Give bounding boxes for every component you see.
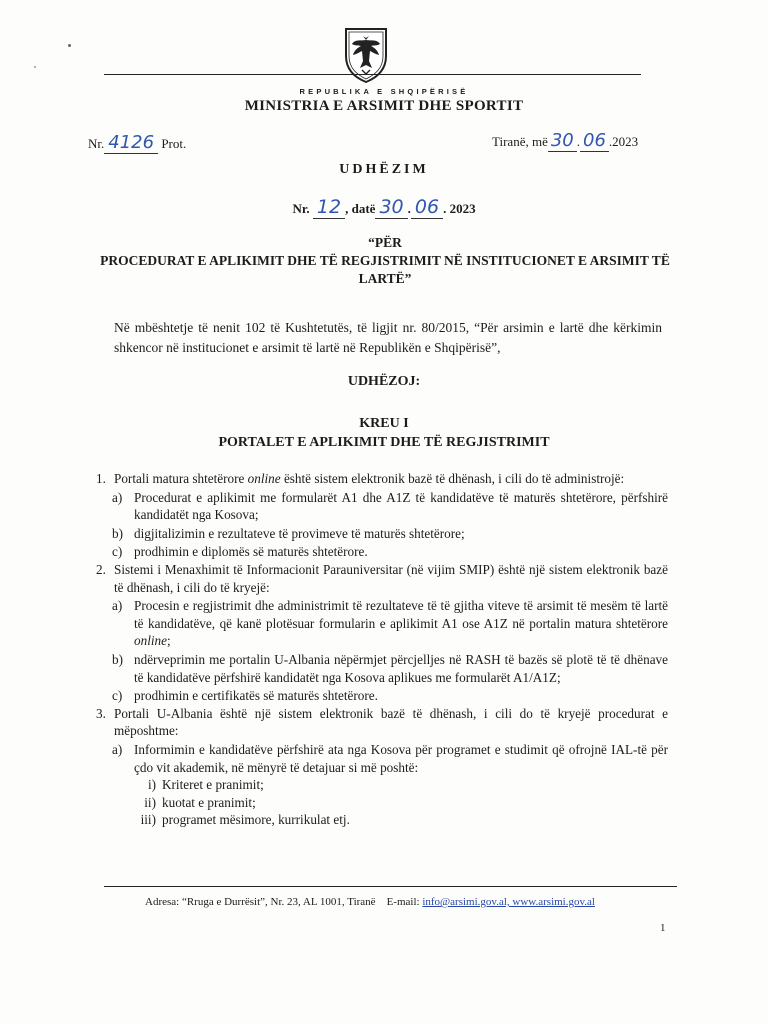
list-item [96,705,668,740]
coat-of-arms-emblem [343,26,389,84]
item-text: Sistemi i Menaxhimit të Informacionit Parauniversitar (në vijim SMIP) është një sistem elektronik bazë të dhënash, i cili do të kryejë: [114,561,668,595]
roman-text: kuotat e pranimit; [162,794,256,810]
instruction-date-label: , datë [345,201,376,216]
sub-item-label: b) [112,651,123,667]
instruction-title [90,234,680,288]
sub-item-text: ndërveprimin me portalin U-Albania nëpërmjet përcjelljes në RASH të bazës së plotë të të dhënave të kandidatëve përfshirë kandidatët nga Kosova aplikues me formularët A1/A1Z; [134,651,668,685]
document-type: UDHËZIM [339,162,429,177]
sub-item [112,489,668,524]
roman-label: iii) [140,812,156,828]
roman-sub-item [134,794,668,812]
sub-item-text: Procedurat e aplikimit me formularët A1 dhe A1Z të kandidatëve të maturës shtetërore, përfshirë kandidatët nga Kosova; [134,489,668,523]
sub-item [112,741,668,776]
item-text-part: Portali matura shtetërore [114,471,248,486]
list-item [96,561,668,596]
sub-item-text-part: ; [166,633,171,649]
item-text [114,470,668,488]
sub-item-text: prodhimin e certifikatës së maturës shtetërore. [134,688,378,704]
header-rule [104,74,641,75]
sub-item-label: a) [112,598,123,614]
handwritten-instruction-number: 12 [313,196,345,219]
chapter-number: KREU I [359,416,409,431]
chapter-title: PORTALET E APLIKIMIT DHE TË REGJISTRIMIT [218,435,550,450]
handwritten-instruction-month: 06 [411,196,443,219]
sub-item-text [134,597,668,650]
instruction-nr-label: Nr. [292,201,310,216]
roman-sub-item [134,776,668,794]
protocol-number [88,132,186,153]
sub-item [112,651,668,686]
footer-email-label: E-mail: [386,896,420,908]
item-number: 3. [96,705,106,721]
footer-rule [104,886,677,887]
page-number: 1 [660,922,666,934]
protocol-place: Tiranë, më [492,134,548,149]
instruction-number-line: Nr. 12 , datë 30 . 06 . 2023 [292,196,476,218]
sub-item-label: a) [112,489,123,505]
sub-item-text: Informimin e kandidatëve përfshirë ata nga Kosova për programet e studimit që ofrojnë IAL-të për çdo vit akademik, në mënyrë të detajuar si më poshtë: [134,741,668,775]
item-number: 2. [96,561,106,577]
handwritten-day: 30 [548,130,577,152]
preamble-paragraph: Në mbështetje të nenit 102 të Kushtetutës, të ligjit nr. 80/2015, “Për arsimin e lartë dhe kërkimin shkencor në institucionet e arsimit të lartë në Republikën e Shqipërisë”, [114,320,662,355]
scan-speck [34,66,36,68]
roman-label: i) [147,777,156,793]
item-number: 1. [96,471,106,486]
roman-text: Kriteret e pranimit; [162,777,264,793]
handwritten-instruction-day: 30 [375,196,407,219]
sub-item-label: c) [112,544,123,560]
roman-label: ii) [144,794,156,810]
sub-item-label: b) [112,525,123,541]
protocol-nr-prefix: Nr. [88,136,105,151]
protocol-date: Tiranë, më 30 . 06 .2023 [492,130,639,151]
sub-item [112,543,668,561]
protocol-year: .2023 [608,134,639,149]
title-line-2: PROCEDURAT E APLIKIMIT DHE TË REGJISTRIMIT NË INSTITUCIONET E ARSIMIT TË LARTË” [100,253,670,286]
roman-text: programet mësimore, kurrikulat etj. [162,812,350,828]
instruction-year: . 2023 [443,201,476,216]
republic-label: REPUBLIKA E SHQIPËRISË [299,87,469,96]
footer-links[interactable]: info@arsimi.gov.al, www.arsimi.gov.al [422,896,595,908]
sub-item-text-emphasis: online [134,633,167,649]
chapter-heading [0,414,768,452]
footer-address: Adresa: “Rruga e Durrësit”, Nr. 23, AL 1001, Tiranë [145,896,376,908]
sub-item-label: c) [112,688,123,704]
roman-sub-item [134,811,668,829]
protocol-prot-label: Prot. [161,136,187,151]
item-text-part: është sistem elektronik bazë të dhënash, i cili do të administrojë: [280,471,625,486]
footer [145,896,595,908]
sub-item-label: a) [112,741,123,757]
numbered-list [96,470,668,829]
item-text-emphasis: online [247,471,281,486]
sub-item-text-part: Procesin e regjistrimit dhe administrimit të rezultateve të të gjitha viteve të arsimit të mesëm të lartë të kandidatëve, që kanë plotësuar formularin e aplikimit A1 ose A1Z në portalin matura shtetërore [134,598,668,631]
instruct-heading: UDHËZOJ: [347,374,421,389]
sub-item-text: digjitalizimin e rezultateve të provimeve të maturës shtetërore; [134,525,465,541]
sub-item [112,687,668,705]
list-item [96,470,668,488]
sub-item [112,525,668,543]
handwritten-month: 06 [580,130,609,152]
sub-item-text: prodhimin e diplomës së maturës shtetërore. [134,544,368,560]
handwritten-protocol-number: 4126 [104,132,158,154]
scan-speck [68,44,71,47]
ministry-title: MINISTRIA E ARSIMIT DHE SPORTIT [244,98,524,114]
sub-item [112,597,668,650]
title-line-1: “PËR [368,235,402,250]
item-text: Portali U-Albania është një sistem elektronik bazë të dhënash, i cili do të kryejë procedurat e mëposhtme: [114,705,668,739]
